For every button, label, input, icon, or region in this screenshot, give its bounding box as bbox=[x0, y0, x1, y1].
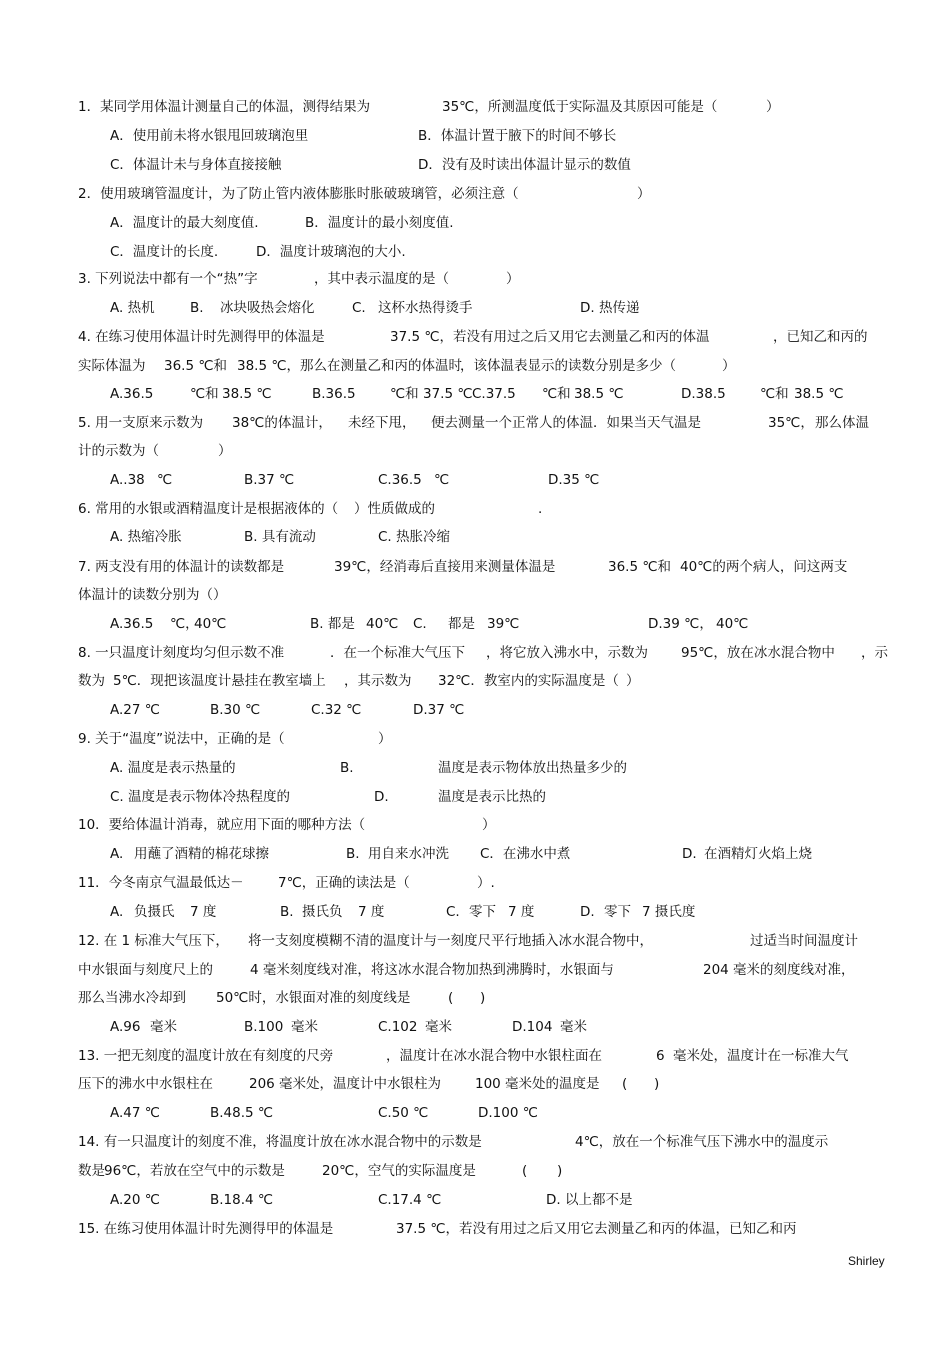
text-segment: A．温度计的最大刻度值. bbox=[110, 215, 259, 231]
text-segment: 零下 bbox=[469, 904, 496, 920]
text-segment: C.17.4 ℃ bbox=[378, 1192, 442, 1208]
text-line bbox=[0, 840, 950, 869]
text-line bbox=[0, 1013, 950, 1042]
text-line bbox=[0, 1042, 950, 1071]
text-segment: 7 度 bbox=[190, 904, 217, 920]
text-line bbox=[0, 380, 950, 409]
text-segment: D.38.5 bbox=[681, 386, 726, 402]
text-segment: D.35 ℃ bbox=[548, 472, 600, 488]
text-line bbox=[0, 238, 950, 267]
text-segment: 摄氏负 bbox=[302, 904, 343, 920]
text-segment: C. bbox=[352, 300, 366, 316]
text-segment: 38.5 ℃ bbox=[574, 386, 624, 402]
text-segment: 便去测量一个正常人的体温．如果当天气温是 bbox=[431, 415, 701, 431]
text-line bbox=[0, 956, 950, 985]
text-segment: D. 以上都不是 bbox=[546, 1192, 633, 1208]
text-segment: 9. 关于“温度”说法中，正确的是（ bbox=[78, 731, 285, 747]
text-segment: 100 毫米处的温度是 bbox=[475, 1076, 600, 1092]
text-segment: 温度是表示比热的 bbox=[438, 789, 546, 805]
text-segment: 11．今冬南京气温最低达－ bbox=[78, 875, 244, 891]
text-segment: A.36.5 bbox=[110, 616, 154, 632]
text-line bbox=[0, 811, 950, 840]
text-segment: D. bbox=[580, 904, 595, 920]
text-segment: ) bbox=[654, 1076, 660, 1092]
text-line bbox=[0, 1070, 950, 1099]
text-segment: B．体温计置于腋下的时间不够长 bbox=[418, 128, 617, 144]
text-segment: C.50 ℃ bbox=[378, 1105, 429, 1121]
text-segment: 40℃的两个病人，问这两支 bbox=[680, 559, 848, 575]
text-segment: ℃和 bbox=[190, 386, 219, 402]
text-segment: 那么当沸水冷却到 bbox=[78, 990, 186, 1006]
text-segment: 39℃，经消毒后直接用来测量体温是 bbox=[334, 559, 556, 575]
text-segment: 206 毫米处，温度计中水银柱为 bbox=[249, 1076, 442, 1092]
text-line bbox=[0, 1186, 950, 1215]
text-segment: 数是 bbox=[78, 1163, 105, 1179]
text-segment: 6 bbox=[656, 1048, 665, 1064]
text-segment: ℃和 bbox=[760, 386, 789, 402]
text-segment: 38.5 ℃ bbox=[222, 386, 272, 402]
text-segment: D．没有及时读出体温计显示的数值 bbox=[418, 157, 631, 173]
text-segment: A. bbox=[110, 904, 124, 920]
text-segment: 32℃．教室内的实际温度是（ bbox=[438, 673, 619, 689]
text-segment: 过适当时间温度计 bbox=[750, 933, 858, 949]
text-segment: ( bbox=[622, 1076, 628, 1092]
text-segment: 毫米 bbox=[150, 1019, 177, 1035]
text-segment: 39℃ bbox=[487, 616, 520, 632]
text-line bbox=[0, 523, 950, 552]
text-segment: 10．要给体温计消毒，就应用下面的哪种方法（ bbox=[78, 817, 366, 833]
text-segment: 50℃时，水银面对准的刻度线是 bbox=[216, 990, 411, 1006]
text-segment: C.102 bbox=[378, 1019, 418, 1035]
text-segment: 38.5 ℃，那么在测量乙和丙的体温时 bbox=[237, 358, 463, 374]
text-segment: A..38 bbox=[110, 472, 145, 488]
text-segment: 8. 一只温度计刻度均匀但示数不准 bbox=[78, 645, 285, 661]
text-segment: C．温度计的长度. bbox=[110, 244, 219, 260]
text-segment: A.36.5 bbox=[110, 386, 154, 402]
text-segment: 7℃，正确的读法是（ bbox=[278, 875, 410, 891]
text-segment: C．在沸水中煮 bbox=[480, 846, 571, 862]
text-line bbox=[0, 725, 950, 754]
text-line bbox=[0, 466, 950, 495]
text-segment: 冰块吸热会熔化 bbox=[220, 300, 315, 316]
text-segment: 实际体温为 bbox=[78, 358, 146, 374]
text-segment: 中水银面与刻度尺上的 bbox=[78, 962, 213, 978]
text-segment: 在酒精灯火焰上烧 bbox=[704, 846, 812, 862]
text-segment: 用自来水冲洗 bbox=[368, 846, 449, 862]
footer-author: Shirley bbox=[848, 1254, 885, 1268]
text-segment: D.39 ℃， bbox=[648, 616, 713, 632]
text-line bbox=[0, 151, 950, 180]
text-segment: 35℃，所测温度低于实际温及其原因可能是（ bbox=[442, 99, 718, 115]
text-line bbox=[0, 437, 950, 466]
text-segment: ） bbox=[722, 358, 736, 374]
text-line bbox=[0, 898, 950, 927]
text-segment: B. bbox=[190, 300, 204, 316]
text-segment: 3. 下列说法中都有一个“热”字 bbox=[78, 271, 258, 287]
text-segment: B. bbox=[280, 904, 294, 920]
text-segment: 1．某同学用体温计测量自己的体温，测得结果为 bbox=[78, 99, 371, 115]
text-segment: B. bbox=[340, 760, 354, 776]
text-segment: ，示数为 bbox=[594, 645, 648, 661]
text-segment: ） bbox=[506, 271, 520, 287]
text-segment: ( bbox=[522, 1163, 528, 1179]
text-segment: D.104 bbox=[512, 1019, 553, 1035]
text-line bbox=[0, 610, 950, 639]
text-segment: A. bbox=[110, 846, 124, 862]
text-segment: 温度是表示物体放出热量多少的 bbox=[438, 760, 627, 776]
text-segment: ，已知乙和丙的 bbox=[773, 329, 868, 345]
text-segment: 37.5 ℃ bbox=[423, 386, 473, 402]
text-segment: 计的示数为（ bbox=[78, 443, 159, 459]
text-segment: B.100 bbox=[244, 1019, 284, 1035]
text-segment: 38.5 ℃ bbox=[794, 386, 844, 402]
text-line bbox=[0, 495, 950, 524]
text-line bbox=[0, 323, 950, 352]
text-line bbox=[0, 667, 950, 696]
text-segment: 毫米 bbox=[291, 1019, 318, 1035]
text-segment: ) bbox=[557, 1163, 563, 1179]
text-segment: 未经下甩， bbox=[348, 415, 416, 431]
text-segment: 毫米 bbox=[425, 1019, 452, 1035]
text-segment: B.18.4 ℃ bbox=[210, 1192, 274, 1208]
text-segment: A.96 bbox=[110, 1019, 141, 1035]
text-segment: ( bbox=[448, 990, 454, 1006]
text-segment: A.27 ℃ bbox=[110, 702, 160, 718]
text-segment: 这杯水热得烫手 bbox=[378, 300, 473, 316]
text-segment: 40℃ bbox=[194, 616, 227, 632]
text-line bbox=[0, 409, 950, 438]
text-line bbox=[0, 869, 950, 898]
text-segment: D. bbox=[682, 846, 697, 862]
text-segment: A. 热缩冷胀 bbox=[110, 529, 182, 545]
text-segment: 40℃ bbox=[366, 616, 399, 632]
text-segment: 96℃，若放在空气中的示数是 bbox=[104, 1163, 285, 1179]
text-segment: 负摄氏 bbox=[134, 904, 175, 920]
text-segment: ℃， bbox=[170, 616, 199, 632]
text-segment: ） bbox=[637, 186, 651, 202]
text-segment: 毫米 bbox=[560, 1019, 587, 1035]
text-segment: B.37 ℃ bbox=[244, 472, 295, 488]
text-line bbox=[0, 209, 950, 238]
text-segment: ℃ bbox=[157, 472, 173, 488]
text-segment: C.36.5 bbox=[378, 472, 422, 488]
text-segment: ，温度计在冰水混合物中水银柱面在 bbox=[386, 1048, 602, 1064]
text-segment: D. 热传递 bbox=[580, 300, 640, 316]
text-line bbox=[0, 581, 950, 610]
text-segment: 38℃的体温计， bbox=[232, 415, 332, 431]
text-segment: D.100 ℃ bbox=[478, 1105, 538, 1121]
text-line bbox=[0, 1215, 950, 1244]
text-segment: 都是 bbox=[448, 616, 475, 632]
text-segment: A.47 ℃ bbox=[110, 1105, 160, 1121]
text-segment: 用蘸了酒精的棉花球擦 bbox=[134, 846, 269, 862]
text-segment: B.48.5 ℃ bbox=[210, 1105, 274, 1121]
text-segment: 4. 在练习使用体温计时先测得甲的体温是 bbox=[78, 329, 325, 345]
text-segment: ） bbox=[766, 99, 780, 115]
text-segment: 12. 在 1 标准大气压下， bbox=[78, 933, 229, 949]
text-segment: ）性质做成的 bbox=[354, 501, 435, 517]
text-segment: 13. 一把无刻度的温度计放在有刻度的尺旁 bbox=[78, 1048, 334, 1064]
text-line bbox=[0, 180, 950, 209]
text-line bbox=[0, 553, 950, 582]
text-segment: C.37.5 bbox=[472, 386, 516, 402]
text-line bbox=[0, 639, 950, 668]
text-segment: B．温度计的最小刻度值. bbox=[305, 215, 454, 231]
text-segment: 20℃，空气的实际温度是 bbox=[322, 1163, 476, 1179]
text-line bbox=[0, 1128, 950, 1157]
text-segment: A. 热机 bbox=[110, 300, 155, 316]
text-segment: 15. 在练习使用体温计时先测得甲的体温是 bbox=[78, 1221, 334, 1237]
text-segment: ） bbox=[482, 817, 496, 833]
text-segment: 零下 bbox=[604, 904, 631, 920]
text-segment: C. bbox=[413, 616, 427, 632]
text-segment: 37.5 ℃，若没有用过之后又用它去测量乙和丙的体温，已知乙和丙 bbox=[396, 1221, 797, 1237]
text-segment: ℃ bbox=[434, 472, 450, 488]
text-segment: 37.5 ℃，若没有用过之后又用它去测量乙和丙的体温 bbox=[390, 329, 710, 345]
text-segment: 数为 bbox=[78, 673, 105, 689]
text-segment: C. bbox=[446, 904, 460, 920]
text-segment: 那么体温 bbox=[815, 415, 869, 431]
text-segment: D．温度计玻璃泡的大小. bbox=[256, 244, 406, 260]
text-segment: 5. 用一支原来示数为 bbox=[78, 415, 204, 431]
text-segment: B. bbox=[346, 846, 360, 862]
text-segment: A. 温度是表示热量的 bbox=[110, 760, 236, 776]
text-segment: ） bbox=[218, 443, 232, 459]
text-segment: ，示 bbox=[861, 645, 888, 661]
text-segment: 7 度 bbox=[508, 904, 535, 920]
text-segment: 14. 有一只温度计的刻度不准，将温度计放在冰水混合物中的示数是 bbox=[78, 1134, 482, 1150]
text-segment: 36.5 ℃和 bbox=[608, 559, 672, 575]
text-segment: C. 热胀冷缩 bbox=[378, 529, 451, 545]
text-segment: ） bbox=[378, 731, 392, 747]
text-segment: . bbox=[538, 501, 543, 517]
text-segment: ）. bbox=[477, 875, 495, 891]
text-segment: ℃和 bbox=[390, 386, 419, 402]
text-line bbox=[0, 93, 950, 122]
text-segment: ℃和 bbox=[542, 386, 571, 402]
text-line bbox=[0, 294, 950, 323]
text-segment: A．使用前未将水银甩回玻璃泡里 bbox=[110, 128, 309, 144]
text-segment: 2．使用玻璃管温度计，为了防止管内液体膨胀时胀破玻璃管，必须注意（ bbox=[78, 186, 519, 202]
text-segment: 5℃．现把该温度计悬挂在教室墙上 bbox=[113, 673, 326, 689]
text-segment: A.20 ℃ bbox=[110, 1192, 160, 1208]
text-segment: B. 都是 bbox=[310, 616, 355, 632]
text-segment: 7 度 bbox=[358, 904, 385, 920]
text-segment: 6. 常用的水银或酒精温度计是根据液体的（ bbox=[78, 501, 339, 517]
text-segment: 4 毫米刻度线对准，将这冰水混合物加热到沸腾时，水银面与 bbox=[250, 962, 614, 978]
text-segment: 95℃，放在冰水混合物中 bbox=[681, 645, 835, 661]
text-line bbox=[0, 984, 950, 1013]
text-segment: 7. 两支没有用的体温计的读数都是 bbox=[78, 559, 285, 575]
text-line bbox=[0, 265, 950, 294]
text-segment: ．在一个标准大气压下 bbox=[330, 645, 465, 661]
text-segment: ，其中表示温度的是（ bbox=[314, 271, 449, 287]
text-segment: 毫米处，温度计在一标准大气 bbox=[673, 1048, 849, 1064]
text-segment: C．体温计未与身体直接接触 bbox=[110, 157, 282, 173]
text-segment: C.32 ℃ bbox=[311, 702, 362, 718]
text-segment: B.36.5 bbox=[312, 386, 356, 402]
text-segment: ，该体温表显示的读数分别是多少（ bbox=[460, 358, 676, 374]
text-segment: ，其示数为 bbox=[344, 673, 412, 689]
text-segment: ) bbox=[480, 990, 486, 1006]
text-segment: B.30 ℃ bbox=[210, 702, 261, 718]
text-segment: 4℃，放在一个标准气压下沸水中的温度示 bbox=[575, 1134, 829, 1150]
text-segment: D. bbox=[374, 789, 389, 805]
text-segment: 204 毫米的刻度线对准， bbox=[703, 962, 855, 978]
text-line bbox=[0, 783, 950, 812]
text-segment: B. 具有流动 bbox=[244, 529, 316, 545]
text-line bbox=[0, 1099, 950, 1128]
text-line bbox=[0, 696, 950, 725]
text-line bbox=[0, 1157, 950, 1186]
text-segment: 40℃ bbox=[716, 616, 749, 632]
text-segment: 将一支刻度模糊不清的温度计与一刻度尺平行地插入冰水混合物中， bbox=[248, 933, 653, 949]
text-segment: 36.5 ℃和 bbox=[164, 358, 228, 374]
text-segment: ） bbox=[626, 673, 640, 689]
text-line bbox=[0, 352, 950, 381]
text-segment: 7 摄氏度 bbox=[642, 904, 696, 920]
text-segment: 35℃， bbox=[768, 415, 814, 431]
text-segment: ，将它放入沸水中 bbox=[486, 645, 594, 661]
text-segment: 压下的沸水中水银柱在 bbox=[78, 1076, 213, 1092]
text-segment: C. 温度是表示物体冷热程度的 bbox=[110, 789, 291, 805]
text-segment: 体温计的读数分别为（） bbox=[78, 587, 227, 603]
text-line bbox=[0, 122, 950, 151]
text-line bbox=[0, 927, 950, 956]
text-segment: D.37 ℃ bbox=[413, 702, 465, 718]
text-line bbox=[0, 754, 950, 783]
